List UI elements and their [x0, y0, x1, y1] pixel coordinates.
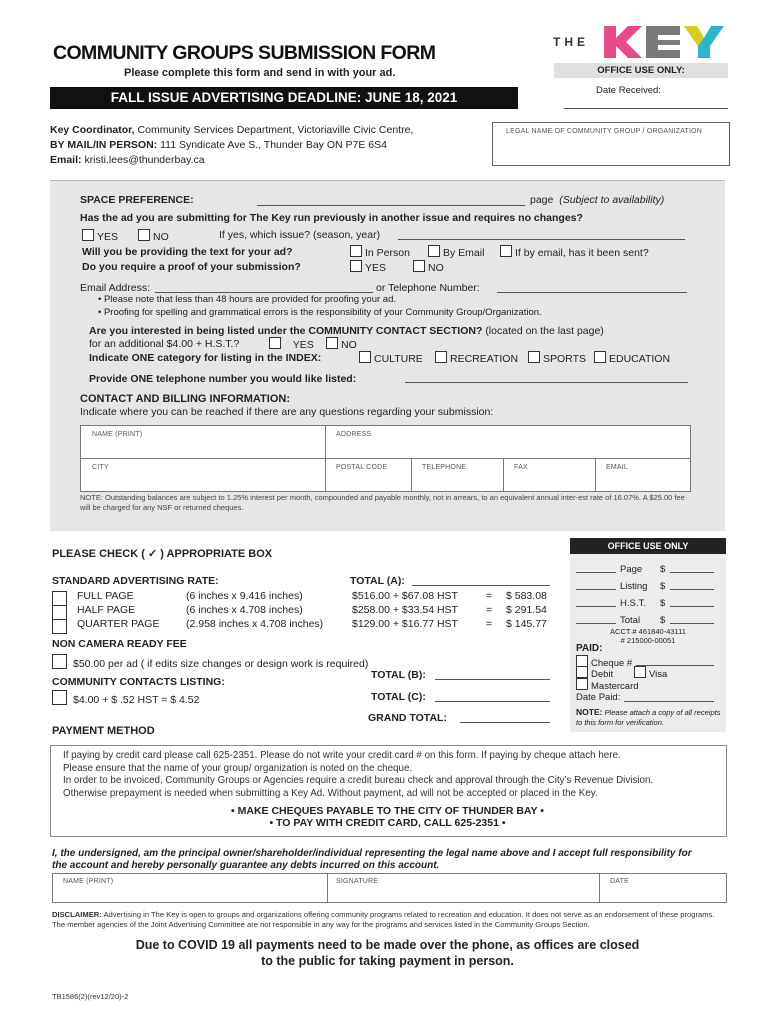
half-page-calc: $258.00 + $33.54 HST	[352, 604, 458, 616]
contact-section-question	[89, 325, 604, 337]
education-label: EDUCATION	[609, 353, 671, 365]
paid-visa-option[interactable]	[634, 666, 667, 680]
office-listing-dollar: $	[660, 581, 666, 592]
contact-section-question-bold: Are you interested in being listed under the COMMUNITY CONTACT SECTION?	[89, 325, 483, 337]
office-listing-line[interactable]	[576, 589, 616, 590]
contact-section-question-line2: for an additional $4.00 + H.S.T.?	[89, 338, 240, 350]
recreation-label: RECREATION	[450, 353, 519, 365]
billing-subtitle: Indicate where you can be reached if there are any questions regarding your submission:	[80, 406, 494, 418]
deadline-banner: FALL ISSUE ADVERTISING DEADLINE: JUNE 18, 2021	[50, 87, 518, 109]
listed-no-option[interactable]	[326, 337, 357, 351]
space-page-text	[530, 194, 664, 206]
office-hst-line[interactable]	[576, 606, 616, 607]
by-email-option[interactable]	[428, 245, 484, 259]
run-yes-label: YES	[97, 231, 119, 243]
run-yes-checkbox[interactable]	[82, 229, 94, 241]
sports-option[interactable]	[528, 351, 586, 365]
cheque-label: Cheque #	[591, 658, 633, 669]
office-page-label: Page	[620, 564, 643, 575]
total-c-label: TOTAL (C):	[371, 691, 426, 703]
covid-notice-line-2: to the public for taking payment in person.	[261, 954, 514, 968]
page-label: page	[530, 194, 554, 206]
payment-line-4: Otherwise prepayment is needed when submitting a Key Ad. Without payment, ad will not be accepted or placed in the Key.	[63, 787, 598, 799]
legal-name-field[interactable]	[492, 122, 730, 166]
office-side-fields	[576, 561, 722, 629]
billing-note: NOTE: Outstanding balances are subject to 1.25% interest per month, compounded and payable monthly, not in arrears, to an equivalent annual inter-est rate of 16.07%. A $25.00 fee will be charged for any NSF or returned cheques.	[80, 493, 685, 512]
payment-method-heading: PAYMENT METHOD	[52, 725, 155, 737]
rate-row-quarter[interactable]	[52, 618, 572, 632]
contact-info	[50, 123, 413, 168]
proof-bullet-1: • Please note that less than 48 hours are provided for proofing your ad.	[98, 294, 397, 305]
office-total-amount-line[interactable]	[670, 623, 714, 624]
billing-address-field[interactable]	[325, 425, 691, 459]
availability-note: (Subject to availability)	[559, 194, 665, 206]
signature-statement: I, the undersigned, am the principal owner/shareholder/individual representing the legal name above and I accept full responsibility for the account and hereby personally guarantee any debts incurred on this account.	[52, 848, 692, 871]
office-page-amount-line[interactable]	[670, 572, 714, 573]
sent-option[interactable]	[500, 245, 649, 259]
date-paid-label: Date Paid:	[576, 692, 621, 703]
by-email-checkbox[interactable]	[428, 245, 440, 257]
which-issue-label: If yes, which issue? (season, year)	[219, 229, 381, 241]
form-code: TB1586(2)(rev12/20)-2	[52, 992, 129, 1001]
total-b-label: TOTAL (B):	[371, 669, 426, 681]
in-person-option[interactable]	[350, 245, 410, 259]
payment-instructions	[63, 750, 718, 800]
office-page-line[interactable]	[576, 572, 616, 573]
run-yes-option[interactable]	[82, 229, 118, 243]
email-address-label: Email Address:	[80, 282, 151, 294]
half-page-label: HALF PAGE	[77, 604, 136, 616]
full-page-label: FULL PAGE	[77, 590, 134, 602]
signature-field[interactable]	[327, 873, 600, 903]
billing-telephone-label: TELEPHONE	[422, 464, 467, 471]
proof-no-label: NO	[428, 262, 444, 274]
grand-total-line[interactable]	[460, 722, 550, 723]
by-email-label: By Email	[443, 247, 485, 259]
run-no-checkbox[interactable]	[138, 229, 150, 241]
quarter-page-calc: $129.00 + $16.77 HST	[352, 618, 458, 630]
contacts-listing-checkbox[interactable]	[52, 690, 67, 705]
signature-date-label: DATE	[610, 878, 629, 885]
quarter-page-checkbox[interactable]	[52, 619, 67, 634]
non-camera-item: $50.00 per ad ( if edits size changes or design work is required)	[73, 658, 369, 670]
signature-label: SIGNATURE	[336, 878, 379, 885]
logo-the-text: THE	[553, 35, 589, 49]
form-title: COMMUNITY GROUPS SUBMISSION FORM	[53, 42, 436, 64]
billing-city-field[interactable]	[80, 458, 326, 492]
office-hst-dollar: $	[660, 598, 666, 609]
culture-checkbox[interactable]	[359, 351, 371, 363]
proof-bullet-2: • Proofing for spelling and grammatical errors is the responsibility of your Community Group/Organization.	[98, 307, 542, 318]
listed-yes-option[interactable]	[269, 337, 314, 351]
total-a-label: TOTAL (A):	[350, 575, 405, 587]
office-total-dollar: $	[660, 615, 666, 626]
acct-number-1: ACCT # 461840-43111	[610, 627, 686, 636]
full-page-size: (6 inches x 9.416 inches)	[186, 590, 303, 602]
the-key-logo	[550, 22, 730, 64]
listed-no-label: NO	[341, 339, 357, 351]
payment-line-1: If paying by credit card please call 625-2351. Please do not write your credit card # on this form. If paying by cheque attach here.	[63, 750, 621, 761]
total-b-line[interactable]	[435, 679, 550, 680]
space-preference-label: SPACE PREFERENCE:	[80, 194, 194, 206]
billing-postal-label: POSTAL CODE	[336, 464, 388, 471]
quarter-page-size: (2.958 inches x 4.708 inches)	[186, 618, 324, 630]
sports-label: SPORTS	[543, 353, 586, 365]
space-preference-line[interactable]	[257, 205, 525, 206]
recreation-checkbox[interactable]	[435, 351, 447, 363]
email-link[interactable]: kristi.lees@thunderbay.ca	[84, 154, 205, 166]
email-address-line[interactable]	[155, 292, 373, 293]
full-page-calc: $516.00 + $67.08 HST	[352, 590, 458, 602]
non-camera-option[interactable]	[52, 654, 368, 670]
office-listing-label: Listing	[620, 581, 648, 592]
date-received-line[interactable]	[564, 108, 728, 109]
culture-option[interactable]	[359, 351, 423, 365]
non-camera-checkbox[interactable]	[52, 654, 67, 669]
listed-no-checkbox[interactable]	[326, 337, 338, 349]
credit-card-line: • TO PAY WITH CREDIT CARD, CALL 625-2351 •	[269, 817, 506, 829]
telephone-line[interactable]	[497, 292, 687, 293]
office-total-label: Total	[620, 615, 641, 626]
signature-name-field[interactable]	[52, 873, 328, 903]
recreation-option[interactable]	[435, 351, 518, 365]
run-previously-question: Has the ad you are submitting for The Key run previously in another issue and requires no changes?	[80, 212, 583, 224]
sports-checkbox[interactable]	[528, 351, 540, 363]
full-page-equals: =	[486, 590, 493, 602]
full-page-total: $ 583.08	[506, 590, 547, 602]
proof-question: Do you require a proof of your submission?	[82, 261, 301, 273]
half-page-equals: =	[486, 604, 493, 616]
coordinator-label: Key Coordinator,	[50, 124, 135, 136]
contacts-listing-option[interactable]	[52, 690, 199, 706]
contacts-listing-heading: COMMUNITY CONTACTS LISTING:	[52, 676, 225, 688]
office-page-dollar: $	[660, 564, 666, 575]
billing-fax-field[interactable]	[503, 458, 596, 492]
office-use-top-label: OFFICE USE ONLY:	[554, 63, 728, 78]
proof-yes-checkbox[interactable]	[350, 260, 362, 272]
rate-rows	[52, 590, 572, 632]
education-checkbox[interactable]	[594, 351, 606, 363]
check-appropriate-box	[52, 547, 272, 560]
mail-text: 111 Syndicate Ave S., Thunder Bay ON P7E 6S4	[160, 139, 387, 151]
rate-row-full[interactable]	[52, 590, 572, 604]
payment-line-2: Please ensure that the name of your group/ organization is noted on the cheque.	[63, 762, 413, 774]
form-subtitle: Please complete this form and send in with your ad.	[124, 67, 396, 79]
billing-name-field[interactable]	[80, 425, 326, 459]
signature-date-field[interactable]	[599, 873, 727, 903]
mastercard-checkbox[interactable]	[576, 678, 588, 690]
payment-line-3: In order to be invoiced, Community Groups or Agencies require a credit bureau check and approval through the City’s Revenue Division.	[63, 775, 654, 786]
visa-checkbox[interactable]	[634, 666, 646, 678]
proof-yes-label: YES	[365, 262, 387, 274]
legal-name-label: LEGAL NAME OF COMMUNITY GROUP / ORGANIZATION	[506, 128, 703, 135]
index-category-question: Indicate ONE category for listing in the INDEX:	[89, 352, 322, 364]
office-note-text: Please attach a copy of all receipts to this form for verification.	[576, 708, 721, 727]
education-option[interactable]	[594, 351, 670, 365]
date-paid-line[interactable]	[624, 701, 714, 702]
or-telephone-label: or Telephone Number:	[376, 282, 480, 294]
office-note	[576, 707, 722, 728]
run-no-label: NO	[153, 231, 169, 243]
half-page-total: $ 291.54	[506, 604, 547, 616]
quarter-page-equals: =	[486, 618, 493, 630]
billing-email-label: EMAIL	[606, 464, 629, 471]
in-person-checkbox[interactable]	[350, 245, 362, 257]
billing-name-label: NAME (PRINT)	[92, 431, 143, 438]
paid-mastercard-option[interactable]	[576, 678, 639, 692]
acct-number-2: # 215000-00051	[620, 636, 676, 645]
quarter-page-total: $ 145.77	[506, 618, 547, 630]
total-a-line[interactable]	[412, 585, 550, 586]
billing-postal-field[interactable]	[325, 458, 412, 492]
disclaimer-text: Advertising in The Key is open to groups and organizations offering community programs related to recreation and education. It does not serve as an endorsement of these programs. The member agencies of the Joint Advertising Committee are not responsible in any way for the programs and services listed in the Community Groups Section.	[52, 910, 715, 929]
mail-label: BY MAIL/IN PERSON:	[50, 139, 158, 151]
proof-no-option[interactable]	[413, 260, 444, 274]
check-label-end: ) APPROPRIATE BOX	[160, 548, 273, 560]
grand-total-label: GRAND TOTAL:	[368, 712, 447, 724]
total-c-line[interactable]	[435, 701, 550, 702]
phone-listing-question: Provide ONE telephone number you would like listed:	[89, 373, 357, 385]
proof-yes-option[interactable]	[350, 260, 386, 274]
visa-label: Visa	[649, 669, 668, 680]
listed-yes-checkbox[interactable]	[269, 337, 281, 349]
half-page-size: (6 inches x 4.708 inches)	[186, 604, 303, 616]
check-label-start: PLEASE CHECK (	[52, 548, 145, 560]
debit-label: Debit	[591, 669, 614, 680]
in-person-label: In Person	[365, 247, 410, 259]
office-listing-amount-line[interactable]	[670, 589, 714, 590]
billing-title: CONTACT AND BILLING INFORMATION:	[80, 393, 290, 405]
check-mark-icon: ✓	[147, 548, 158, 560]
contact-section-question-rest: (located on the last page)	[485, 325, 604, 337]
billing-telephone-field[interactable]	[411, 458, 504, 492]
billing-address-label: ADDRESS	[336, 431, 372, 438]
text-provide-question: Will you be providing the text for your ad?	[82, 246, 293, 258]
billing-city-label: CITY	[92, 464, 109, 471]
disclaimer	[52, 910, 728, 930]
standard-rate-heading: STANDARD ADVERTISING RATE:	[52, 575, 219, 587]
proof-no-checkbox[interactable]	[413, 260, 425, 272]
listed-yes-label: YES	[292, 339, 314, 351]
office-note-label: NOTE:	[576, 707, 603, 717]
coordinator-text: Community Services Department, Victoriaville Civic Centre,	[137, 124, 414, 136]
covid-notice-line-1: Due to COVID 19 all payments need to be made over the phone, as offices are closed	[135, 938, 640, 952]
culture-label: CULTURE	[374, 353, 423, 365]
office-total-line[interactable]	[576, 623, 616, 624]
rate-row-half[interactable]	[52, 604, 572, 618]
paid-label: PAID:	[576, 643, 603, 654]
disclaimer-label: DISCLAIMER:	[52, 910, 102, 919]
debit-checkbox[interactable]	[576, 666, 588, 678]
quarter-page-label: QUARTER PAGE	[77, 618, 160, 630]
signature-name-label: NAME (PRINT)	[63, 878, 114, 885]
email-label: Email:	[50, 154, 82, 166]
cheques-payable-line: • MAKE CHEQUES PAYABLE TO THE CITY OF THUNDER BAY •	[231, 805, 544, 817]
non-camera-heading: NON CAMERA READY FEE	[52, 638, 187, 650]
which-issue-line[interactable]	[398, 239, 685, 240]
date-received-label: Date Received:	[596, 85, 661, 96]
billing-email-field[interactable]	[595, 458, 691, 492]
contacts-listing-item: $4.00 + $ .52 HST = $ 4.52	[73, 694, 200, 706]
billing-fax-label: FAX	[514, 464, 528, 471]
sent-label: If by email, has it been sent?	[515, 247, 649, 259]
office-hst-amount-line[interactable]	[670, 606, 714, 607]
run-no-option[interactable]	[138, 229, 169, 243]
office-use-side-header: OFFICE USE ONLY	[570, 538, 726, 554]
phone-listing-line[interactable]	[405, 382, 688, 383]
logo-key-glyphs	[600, 22, 730, 62]
office-hst-label: H.S.T.	[620, 598, 646, 609]
sent-checkbox[interactable]	[500, 245, 512, 257]
mastercard-label: Mastercard	[591, 681, 639, 692]
